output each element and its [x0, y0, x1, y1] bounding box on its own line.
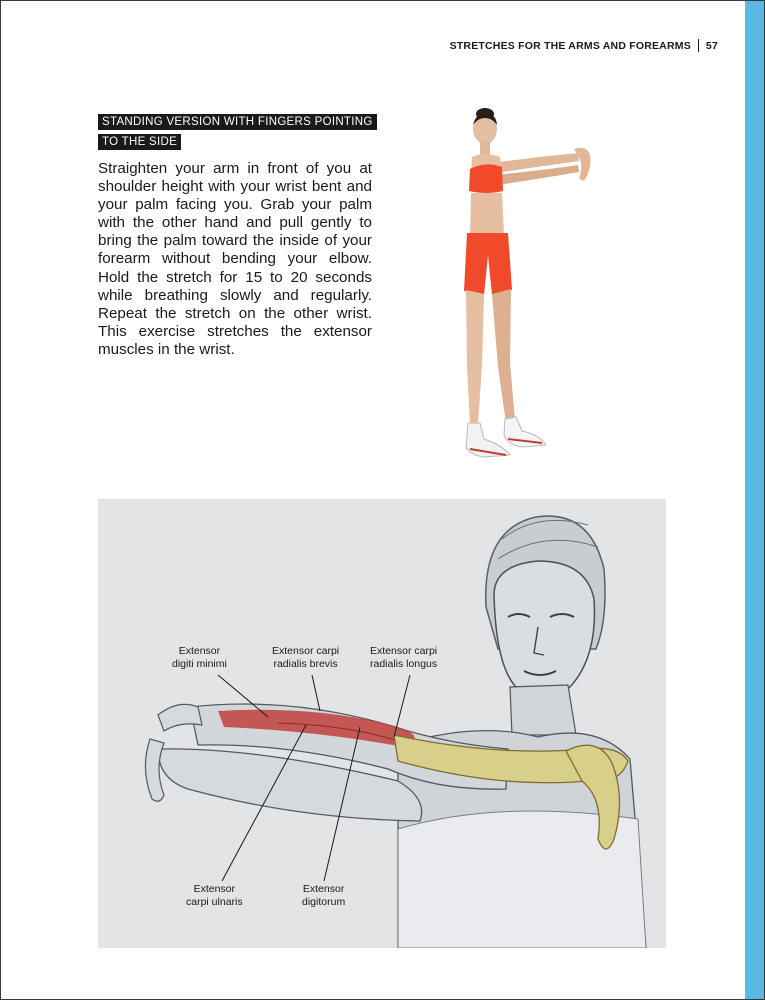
chapter-tab: [745, 1, 764, 999]
label-extensor-carpi-radialis-longus: Extensor carpi radialis longus: [370, 645, 438, 670]
exercise-description: Straighten your arm in front of you at shoulder height with your wrist bent and your palm facing you. Grab your palm with the other hand and pull gently to bring the palm toward the inside of your forearm without bending your elbow. Hold the stretch for 15 to 20 seconds while breathing slowly and regularly. Repeat the stretch on the other wrist. This exercise stretches the extensor muscles in the wrist.: [98, 160, 372, 358]
section-title: STRETCHES FOR THE ARMS AND FOREARMS: [449, 39, 691, 52]
label-extensor-digiti-minimi: Extensor digiti minimi: [172, 645, 227, 670]
woman-stretching-figure: [440, 105, 610, 465]
subhead-line-1: STANDING VERSION WITH FINGERS POINTING: [98, 114, 377, 130]
exercise-subhead: [98, 112, 377, 152]
label-extensor-carpi-radialis-brevis: Extensor carpi radialis brevis: [272, 645, 340, 670]
running-head: [450, 39, 718, 52]
label-extensor-carpi-ulnaris: Extensor carpi ulnaris: [186, 883, 243, 908]
label-extensor-digitorum: Extensor digitorum: [302, 883, 346, 908]
subhead-line-2: TO THE SIDE: [98, 134, 181, 150]
anatomy-illustration: [98, 499, 666, 948]
exercise-photo: [440, 105, 610, 465]
page-number: 57: [705, 39, 718, 52]
muscle-anatomy-drawing: [98, 499, 666, 948]
header-divider: [698, 39, 699, 52]
